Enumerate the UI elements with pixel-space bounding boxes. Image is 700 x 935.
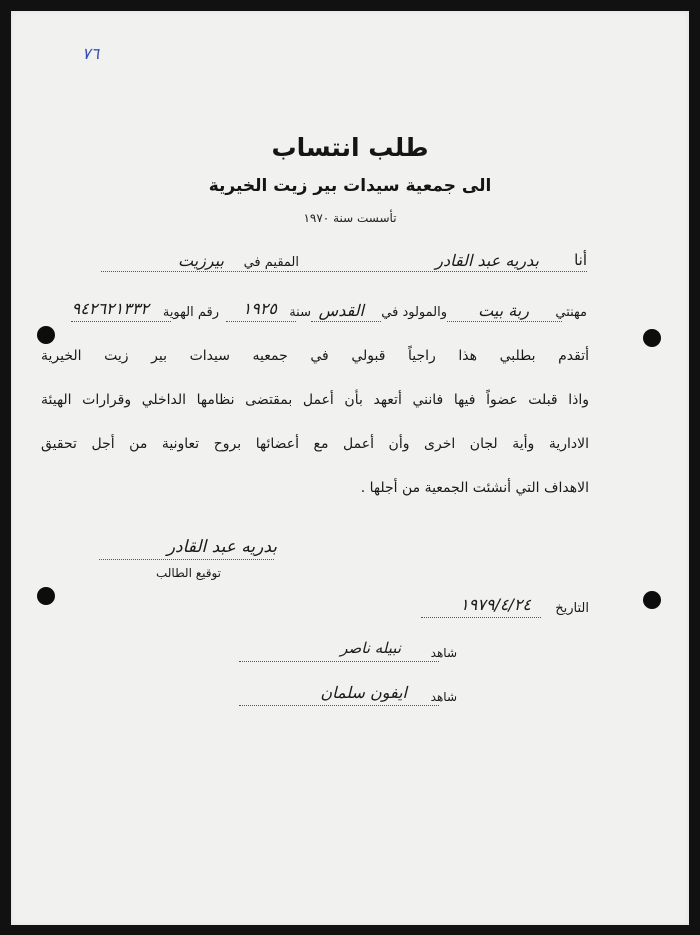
page-number: ٧٦ (82, 44, 100, 63)
name-label: أنا (574, 251, 587, 269)
form-subtitle: الى جمعية سيدات بير زيت الخيرية (208, 176, 492, 196)
occupation-label: مهنتي (555, 305, 587, 320)
signature-value: بدريه عبد القادر (166, 537, 277, 557)
name-line (287, 271, 587, 272)
occupation-line (447, 321, 562, 322)
year-line (226, 321, 296, 322)
signature-label: توقيع الطالب (155, 566, 221, 580)
date-line (421, 617, 541, 618)
punch-hole-left-bottom (37, 587, 55, 605)
document-sheet (11, 11, 689, 925)
occupation-value: ربة بيت (478, 301, 529, 320)
born-line (311, 321, 381, 322)
founded-note: تأسست سنة ١٩٧٠ (303, 211, 397, 225)
witness-2-label: شاهد (430, 690, 457, 704)
date-label: التاريخ (555, 601, 589, 616)
year-label: سنة (289, 305, 311, 320)
punch-hole-right-bottom (643, 591, 661, 609)
name-value: بدريه عبد القادر (435, 251, 539, 270)
body-line-1: أتقدم بطلبي هذا راجياً قبولي في جمعيه سيدات بير زيت الخيرية (41, 348, 589, 364)
witness-2-line (239, 705, 439, 706)
witness-1-label: شاهد (430, 646, 457, 660)
punch-hole-left-top (37, 326, 55, 344)
body-line-4: الاهداف التي أنشئت الجمعية من أجلها . (360, 480, 589, 496)
body-line-2: واذا قبلت عضواً فيها فانني أتعهد بأن أعمل بمقتضى نظامها الداخلي وقرارات الهيئة (41, 392, 589, 408)
residence-line (101, 271, 286, 272)
date-value: ١٩٧٩/٤/٢٤ (460, 595, 531, 614)
body-line-3: الادارية وأية لجان اخرى وأن أعمل مع أعضائها بروح تعاونية من أجل تحقيق (41, 436, 589, 452)
witness-1-value: نبيله ناصر (340, 639, 401, 657)
id-line (71, 321, 171, 322)
year-value: ١٩٢٥ (242, 299, 277, 318)
witness-1-line (239, 661, 439, 662)
form-title: طلب انتساب (271, 133, 429, 162)
punch-hole-right-top (643, 329, 661, 347)
residence-label: المقيم في (243, 255, 299, 270)
id-value: ٩٤٢٦٢١٣٣٢ (71, 299, 149, 318)
born-value: القدس (318, 301, 364, 320)
witness-2-value: ايفون سلمان (320, 683, 407, 702)
id-label: رقم الهوية (162, 305, 219, 320)
born-label: والمولود في (381, 305, 447, 320)
signature-line (99, 559, 274, 560)
residence-value: بيرزيت (178, 251, 224, 270)
